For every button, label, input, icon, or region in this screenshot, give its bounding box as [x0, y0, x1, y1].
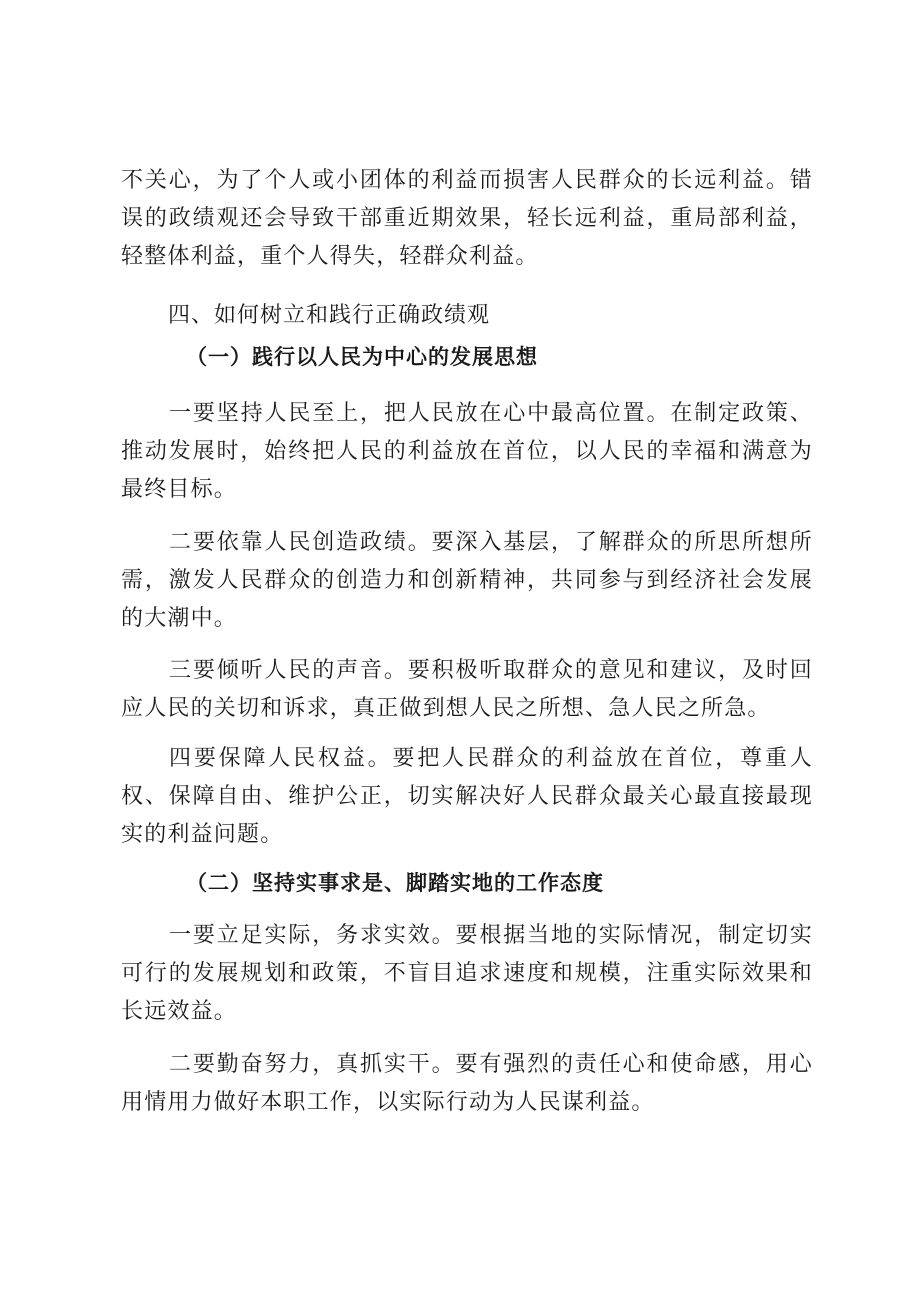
subsection-heading-1: （一）践行以人民为中心的发展思想: [186, 345, 538, 369]
continuation-paragraph: 不关心，为了个人或小团体的利益而损害人民群众的长远利益。错误的政绩观还会导致干部重近期效果，轻长远利益，重局部利益，轻整体利益，重个人得失，轻群众利益。: [121, 168, 813, 269]
paragraph-s1-2: 二要依靠人民创造政绩。要深入基层，了解群众的所思所想所需，激发人民群众的创造力和创新精神，共同参与到经济社会发展的大潮中。: [121, 530, 813, 631]
paragraph-s1-1: 一要坚持人民至上，把人民放在心中最高位置。在制定政策、推动发展时，始终把人民的利益放在首位，以人民的幸福和满意为最终目标。: [121, 401, 813, 502]
paragraph-s2-1: 一要立足实际，务求实效。要根据当地的实际情况，制定切实可行的发展规划和政策，不盲目追求速度和规模，注重实际效果和长远效益。: [121, 923, 813, 1024]
subsection-heading-2: （二）坚持实事求是、脚踏实地的工作态度: [186, 871, 604, 895]
paragraph-s2-2: 二要勤奋努力，真抓实干。要有强烈的责任心和使命感，用心用情用力做好本职工作，以实际行动为人民谋利益。: [121, 1052, 813, 1115]
paragraph-s1-4: 四要保障人民权益。要把人民群众的利益放在首位，尊重人权、保障自由、维护公正，切实解决好人民群众最关心最直接最现实的利益问题。: [121, 746, 813, 847]
section-heading-4: 四、如何树立和践行正确政绩观: [168, 303, 491, 328]
paragraph-s1-3: 三要倾听人民的声音。要积极听取群众的意见和建议，及时回应人民的关切和诉求，真正做到想人民之所想、急人民之所急。: [121, 658, 813, 721]
